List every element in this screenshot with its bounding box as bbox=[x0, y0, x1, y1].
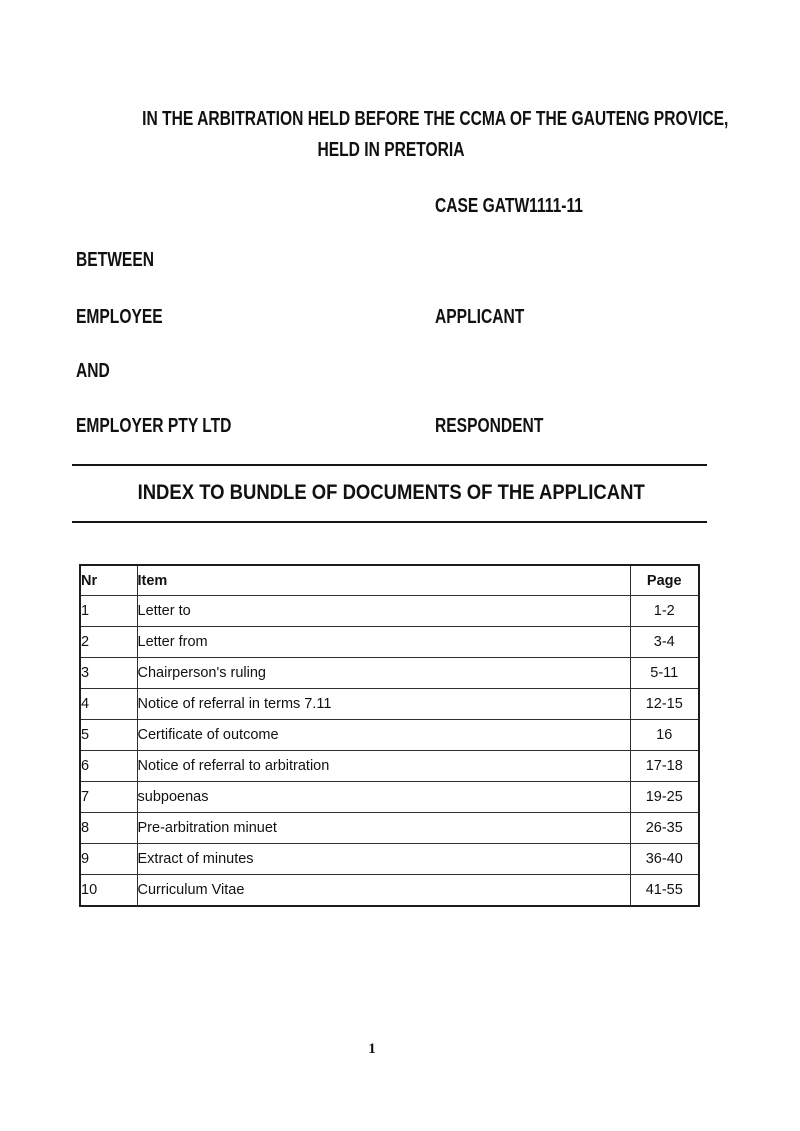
respondent-name-text: EMPLOYER PTY LTD bbox=[76, 415, 232, 437]
cell-nr: 9 bbox=[80, 844, 137, 875]
cell-page: 19-25 bbox=[630, 782, 699, 813]
respondent-role bbox=[435, 416, 574, 436]
and-label-text: AND bbox=[76, 360, 110, 382]
header-nr: Nr bbox=[80, 565, 137, 596]
cell-item: Chairperson's ruling bbox=[137, 658, 630, 689]
cell-page: 36-40 bbox=[630, 844, 699, 875]
applicant-role bbox=[435, 307, 549, 327]
heading-line-2: HELD IN PRETORIA bbox=[317, 139, 465, 161]
cell-item: Certificate of outcome bbox=[137, 720, 630, 751]
cell-item: Extract of minutes bbox=[137, 844, 630, 875]
cell-page: 41-55 bbox=[630, 875, 699, 907]
cell-nr: 10 bbox=[80, 875, 137, 907]
cell-nr: 5 bbox=[80, 720, 137, 751]
table-row bbox=[80, 689, 699, 720]
cell-page: 17-18 bbox=[630, 751, 699, 782]
cell-item: Curriculum Vitae bbox=[137, 875, 630, 907]
cell-nr: 4 bbox=[80, 689, 137, 720]
cell-nr: 7 bbox=[80, 782, 137, 813]
cell-item: Pre-arbitration minuet bbox=[137, 813, 630, 844]
table-row bbox=[80, 751, 699, 782]
index-title bbox=[72, 482, 710, 503]
header-page: Page bbox=[630, 565, 699, 596]
cell-nr: 8 bbox=[80, 813, 137, 844]
horizontal-rule-bottom bbox=[72, 521, 707, 523]
cell-page: 5-11 bbox=[630, 658, 699, 689]
table-row bbox=[80, 782, 699, 813]
cell-item: subpoenas bbox=[137, 782, 630, 813]
document-heading bbox=[72, 104, 729, 166]
cell-nr: 6 bbox=[80, 751, 137, 782]
header-item: Item bbox=[137, 565, 630, 596]
table-row bbox=[80, 844, 699, 875]
respondent-role-text: RESPONDENT bbox=[435, 415, 544, 437]
cell-page: 1-2 bbox=[630, 596, 699, 627]
cell-item: Letter from bbox=[137, 627, 630, 658]
table-row bbox=[80, 658, 699, 689]
table-row bbox=[80, 875, 699, 907]
applicant-role-text: APPLICANT bbox=[435, 306, 525, 328]
page-number: 1 bbox=[368, 1041, 376, 1057]
index-table bbox=[79, 564, 700, 907]
index-title-text: INDEX TO BUNDLE OF DOCUMENTS OF THE APPLICANT bbox=[137, 481, 645, 504]
cell-item: Letter to bbox=[137, 596, 630, 627]
respondent-name bbox=[76, 416, 275, 436]
cell-page: 12-15 bbox=[630, 689, 699, 720]
heading-line-1: IN THE ARBITRATION HELD BEFORE THE CCMA OF THE GAUTENG PROVICE, bbox=[142, 108, 729, 130]
cell-nr: 3 bbox=[80, 658, 137, 689]
cell-item: Notice of referral in terms 7.11 bbox=[137, 689, 630, 720]
table-row bbox=[80, 813, 699, 844]
case-number bbox=[435, 196, 625, 216]
horizontal-rule-top bbox=[72, 464, 707, 466]
table-row bbox=[80, 720, 699, 751]
between-label-text: BETWEEN bbox=[76, 249, 154, 271]
table-row bbox=[80, 627, 699, 658]
table-row bbox=[80, 596, 699, 627]
table-header-row bbox=[80, 565, 699, 596]
cell-page: 16 bbox=[630, 720, 699, 751]
case-number-text: CASE GATW1111-11 bbox=[435, 195, 583, 217]
between-label bbox=[76, 250, 176, 270]
cell-nr: 1 bbox=[80, 596, 137, 627]
applicant-name bbox=[76, 307, 187, 327]
and-label bbox=[76, 361, 119, 381]
applicant-name-text: EMPLOYEE bbox=[76, 306, 163, 328]
cell-page: 3-4 bbox=[630, 627, 699, 658]
cell-nr: 2 bbox=[80, 627, 137, 658]
cell-item: Notice of referral to arbitration bbox=[137, 751, 630, 782]
cell-page: 26-35 bbox=[630, 813, 699, 844]
